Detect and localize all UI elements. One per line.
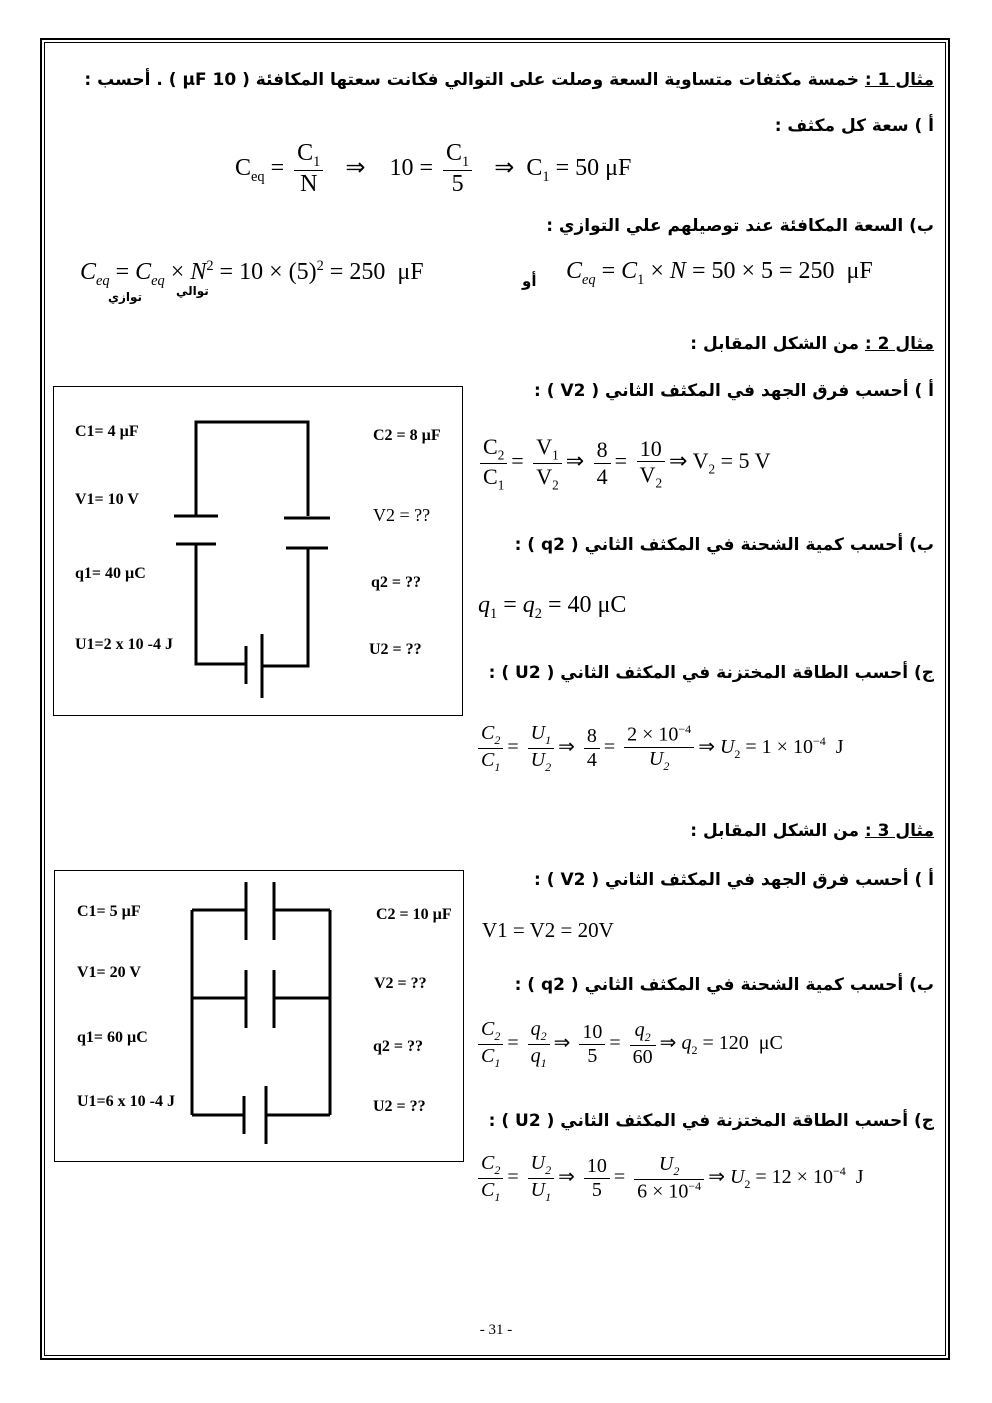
example1-equation-b1: $C_{eq} = C_{eq} \times N^2 = 10 \times (5)^2 = 250$ μF	[80, 258, 424, 289]
example3-statement: من الشكل المقابل :	[690, 821, 859, 841]
ex3-c2-label: C2 = 10 µF	[376, 906, 452, 923]
example1-part-a: أ ) سعة كل مكثف :	[774, 116, 934, 136]
example1-equation-a: $C_{eq}$ = $\frac{C_1}{N}$ ⇒ 10 = $\frac{C_1}{5}$ ⇒ $C_1 = 50$ μF	[235, 140, 632, 198]
ex2-v1-label: V1= 10 V	[75, 491, 139, 508]
example1-or-word: أو	[522, 272, 537, 290]
example2-equation-b: $q_1 = q_2 = 40$ μC	[478, 592, 627, 622]
example1-part-b: ب) السعة المكافئة عند توصيلهم علي التوازي :	[546, 216, 934, 236]
example1-sub-parallel: توازي	[108, 290, 143, 304]
ex3-q1-label: q1= 60 µC	[77, 1029, 148, 1046]
ex2-q2-label: q2 = ??	[371, 574, 422, 591]
ex2-u2-label: U2 = ??	[369, 641, 422, 658]
ex2-u1-label: U1=2 x 10 -4 J	[75, 636, 173, 653]
ex2-c2-label: C2 = 8 µF	[373, 427, 441, 444]
example2-part-b: ب) أحسب كمية الشحنة في المكثف الثاني ( q2 ) :	[514, 535, 934, 555]
example1-sub-series: توالي	[176, 284, 209, 298]
ex3-c1-label: C1= 5 µF	[77, 903, 141, 920]
ex3-v1-label: V1= 20 V	[77, 964, 141, 981]
ex3-q2-label: q2 = ??	[373, 1038, 424, 1055]
example2-part-a: أ ) أحسب فرق الجهد في المكثف الثاني ( V2 ) :	[534, 381, 934, 401]
ex2-q1-label: q1= 40 µC	[75, 565, 146, 582]
example2-equation-c: $\frac{C_2}{C_1}$ = $\frac{U_1}{U_2}$ ⇒ $\frac{8}{4}$ = $\frac{2 \times 10^{-4}}{U_2}$ ⇒ $U_2 = 1 \times 10^{-4}$ J	[474, 722, 844, 775]
example1-statement: خمسة مكثفات متساوية السعة وصلت على التوالي فكانت سعتها المكافئة ( 10 µF ) . أحسب :	[84, 70, 859, 90]
ex3-u2-label: U2 = ??	[373, 1098, 426, 1115]
page-number: - 31 -	[479, 1322, 513, 1338]
ex2-v2-label: V2 = ??	[373, 505, 431, 525]
ex2-c1-label: C1= 4 µF	[75, 423, 139, 440]
example3-equation-c: $\frac{C_2}{C_1}$ = $\frac{U_2}{U_1}$ ⇒ $\frac{10}{5}$ = $\frac{U_2}{6 \times 10^{-4}}$ ⇒ $U_2 = 12 \times 10^{-4}$ J	[474, 1152, 864, 1205]
example3-part-c: ج) أحسب الطاقة المختزنة في المكثف الثاني ( U2 ) :	[488, 1111, 934, 1131]
example2-statement: من الشكل المقابل :	[690, 334, 859, 354]
example2-part-c: ج) أحسب الطاقة المختزنة في المكثف الثاني ( U2 ) :	[488, 663, 934, 683]
ex3-v2-label: V2 = ??	[374, 975, 427, 992]
example1-equation-b2: $C_{eq} = C_1 \times N = 50 \times 5 = 250$ μF	[566, 258, 873, 288]
example3-title: مثال 3 :	[864, 821, 934, 841]
example3-equation-b: $\frac{C_2}{C_1}$ = $\frac{q_2}{q_1}$ ⇒ $\frac{10}{5}$ = $\frac{q_2}{60}$ ⇒ $q_2 = 120$ μC	[474, 1018, 783, 1071]
example2-title: مثال 2 :	[864, 334, 934, 354]
example3-part-b: ب) أحسب كمية الشحنة في المكثف الثاني ( q2 ) :	[514, 975, 934, 995]
ex3-u1-label: U1=6 x 10 -4 J	[77, 1093, 175, 1110]
example1-title: مثال 1 :	[864, 70, 934, 90]
example3-part-a: أ ) أحسب فرق الجهد في المكثف الثاني ( V2 ) :	[534, 870, 934, 890]
example3-equation-a: V1 = V2 = 20V	[482, 918, 614, 942]
example2-equation-a: $\frac{C_2}{C_1}$ = $\frac{V_1}{V_2}$ ⇒ $\frac{8}{4}$ = $\frac{10}{V_2}$ ⇒ $V_2 = 5$ V	[476, 434, 770, 492]
